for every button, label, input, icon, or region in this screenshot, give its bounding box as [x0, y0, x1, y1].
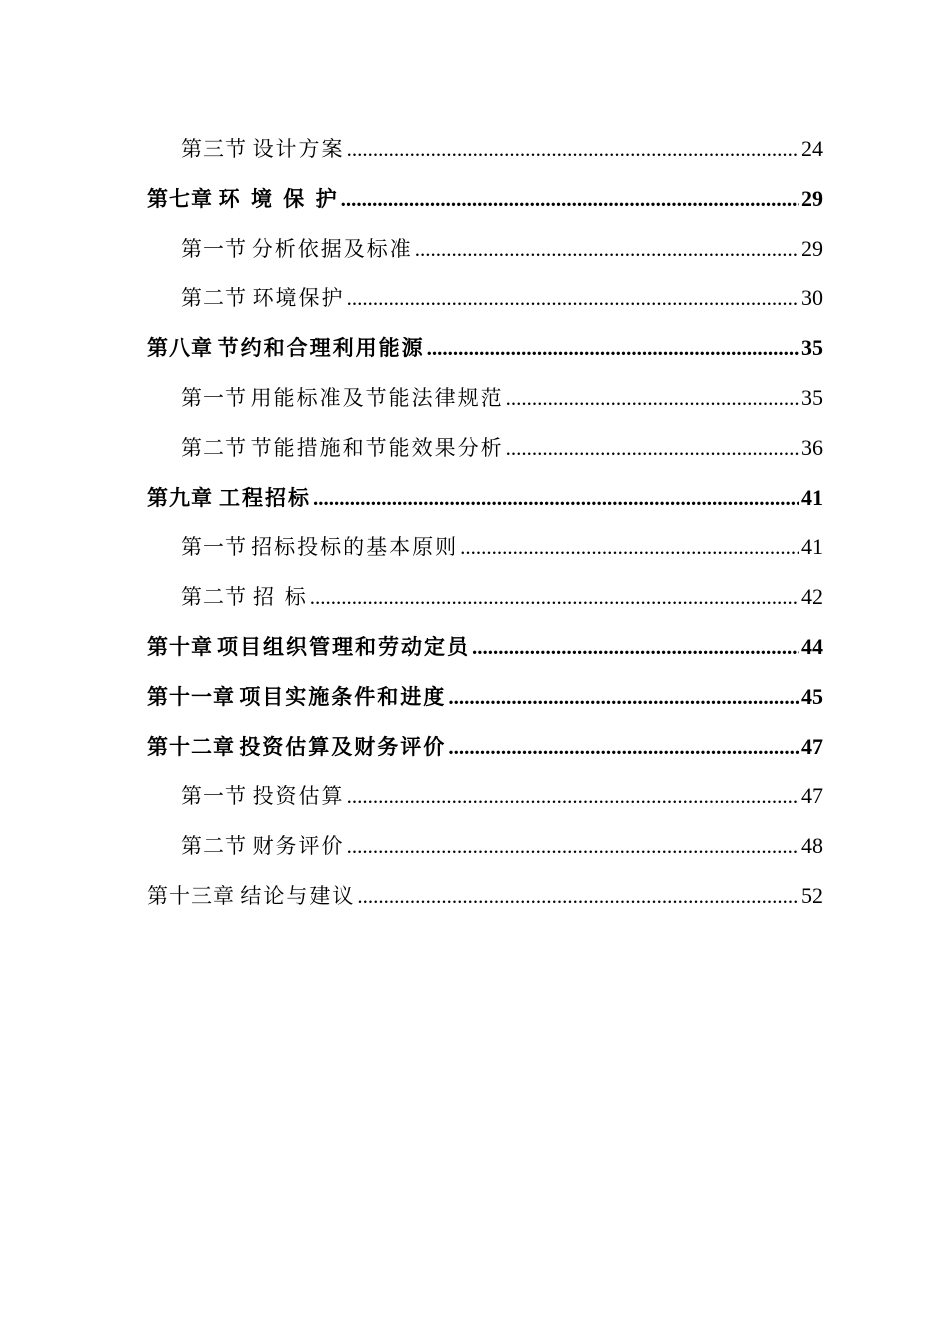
toc-entry[interactable] [0, 821, 950, 871]
toc-entry-page: 29 [801, 235, 823, 261]
toc-entry-title: 节约和合理利用能源 [217, 335, 425, 361]
toc-entry-number: 第二节 [181, 286, 247, 311]
toc-entry-title: 用能标准及节能法律规范 [250, 385, 504, 410]
toc-entry-number: 第八章 [147, 335, 213, 361]
toc-entry[interactable] [0, 672, 950, 722]
toc-dot-leader [506, 374, 799, 424]
toc-dot-leader [347, 772, 799, 822]
toc-entry-number: 第七章 [147, 185, 213, 211]
toc-entry-number: 第二节 [181, 834, 247, 859]
toc-entry-number: 第九章 [147, 484, 213, 510]
toc-entry-number: 第二节 [181, 435, 247, 460]
toc-entry-title: 结论与建议 [240, 883, 356, 908]
toc-entry-number: 第十二章 [147, 733, 235, 759]
toc-entry-page: 52 [801, 882, 823, 908]
toc-dot-leader [460, 523, 799, 573]
toc-entry-number: 第十章 [147, 633, 213, 659]
toc-entry-title: 投资估算及财务评价 [239, 733, 447, 759]
toc-entry-number: 第一节 [181, 385, 247, 410]
toc-entry-number: 第三节 [181, 137, 247, 161]
toc-entry-title: 分析依据及标准 [251, 236, 413, 261]
toc-entry-page: 36 [801, 434, 823, 460]
toc-entry-number: 第十三章 [147, 883, 235, 908]
toc-entry[interactable] [0, 124, 950, 174]
toc-dot-leader [347, 822, 799, 872]
toc-entry-page: 29 [801, 185, 823, 211]
toc-entry[interactable] [0, 722, 950, 772]
toc-entry-page: 45 [801, 683, 823, 709]
toc-entry[interactable] [0, 273, 950, 323]
toc-entry-title: 节能措施和节能效果分析 [250, 435, 504, 460]
toc-dot-leader [347, 125, 799, 175]
toc-entry[interactable] [0, 423, 950, 473]
toc-entry[interactable] [0, 224, 950, 274]
toc-entry-page: 47 [801, 783, 823, 809]
toc-entry[interactable] [0, 174, 950, 224]
toc-entry[interactable] [0, 871, 950, 921]
toc-entry-title: 设计方案 [252, 137, 345, 161]
toc-entry-page: 35 [801, 335, 823, 361]
toc-entry[interactable] [0, 771, 950, 821]
toc-entry[interactable] [0, 522, 950, 572]
toc-entry-page: 47 [801, 733, 823, 759]
toc-entry[interactable] [0, 622, 950, 672]
toc-dot-leader [357, 872, 799, 922]
toc-entry[interactable] [0, 473, 950, 523]
toc-dot-leader [310, 573, 799, 623]
toc-entry-title: 工程招标 [218, 484, 311, 510]
toc-entry-page: 24 [801, 136, 823, 161]
toc-entry-number: 第一节 [181, 784, 247, 809]
toc-entry-page: 48 [801, 833, 823, 859]
toc-entry-title: 环 境 保 护 [218, 185, 339, 211]
toc-entry-number: 第十一章 [147, 683, 235, 709]
toc-entry-page: 44 [801, 633, 823, 659]
toc-entry-title: 招 标 [253, 585, 308, 610]
toc-dot-leader [472, 623, 799, 673]
toc-entry[interactable] [0, 373, 950, 423]
toc-entry-title: 环境保护 [252, 286, 345, 311]
table-of-contents [0, 124, 950, 921]
toc-entry-page: 41 [801, 484, 823, 510]
toc-entry-number: 第一节 [181, 236, 247, 261]
toc-entry-title: 投资估算 [252, 784, 345, 809]
toc-entry-page: 35 [801, 384, 823, 410]
toc-entry-title: 招标投标的基本原则 [251, 535, 459, 560]
toc-dot-leader [448, 673, 799, 723]
toc-entry-page: 42 [801, 584, 823, 610]
toc-entry-title: 项目实施条件和进度 [239, 683, 447, 709]
toc-entry-page: 30 [801, 285, 823, 311]
toc-dot-leader [448, 723, 799, 773]
toc-dot-leader [313, 474, 799, 524]
toc-entry[interactable] [0, 572, 950, 622]
toc-entry-page: 41 [801, 534, 823, 560]
toc-entry-title: 财务评价 [252, 834, 345, 859]
toc-dot-leader [427, 324, 799, 374]
toc-entry-number: 第一节 [181, 535, 247, 560]
toc-dot-leader [506, 424, 799, 474]
toc-entry[interactable] [0, 323, 950, 373]
toc-entry-title: 项目组织管理和劳动定员 [217, 633, 471, 659]
toc-dot-leader [415, 225, 799, 275]
toc-entry-number: 第二节 [181, 585, 247, 610]
toc-dot-leader [341, 175, 799, 225]
toc-dot-leader [347, 274, 799, 324]
